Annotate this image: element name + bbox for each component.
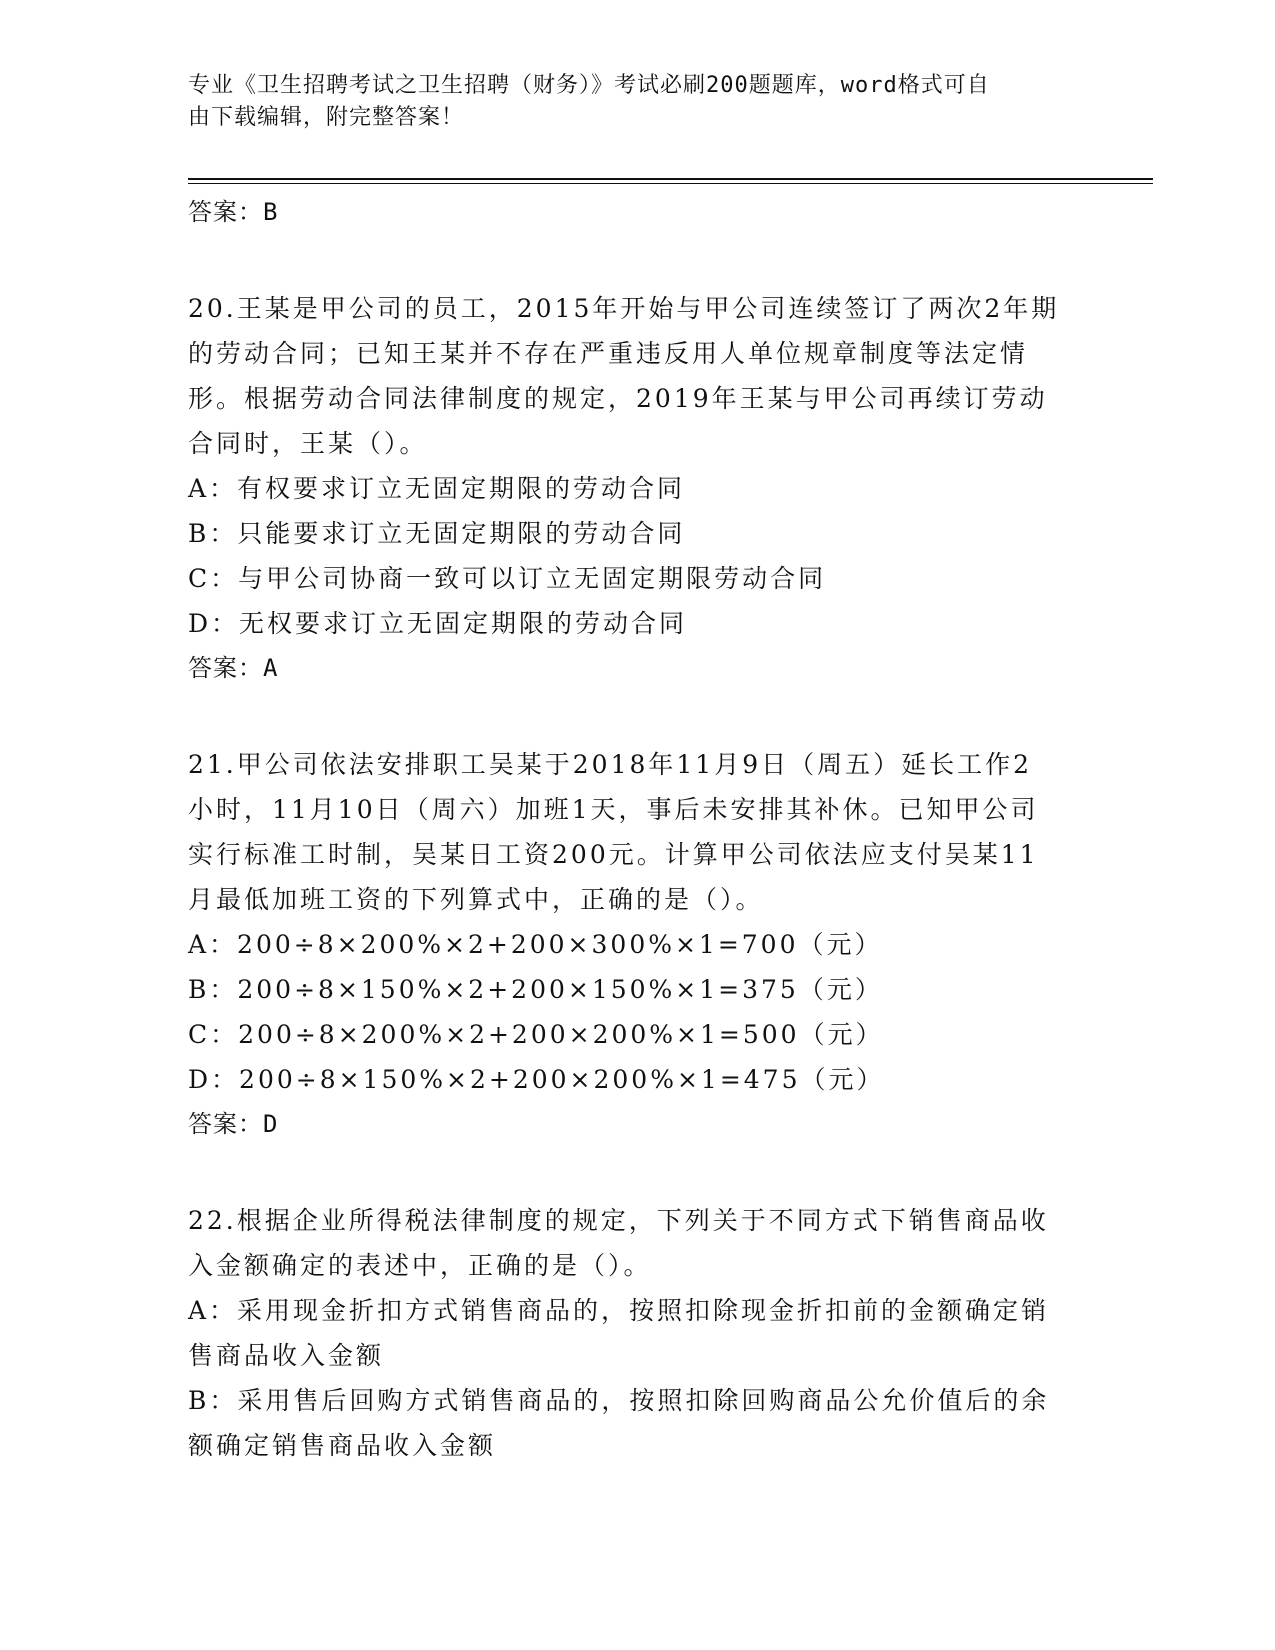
header-line: 专业《卫生招聘考试之卫生招聘（财务）》考试必刷200题题库，word格式可自 [188,73,990,98]
question-text: 实行标准工时制，吴某日工资200元。计算甲公司依法应支付吴某11 [188,840,1039,869]
question-text: 月最低加班工资的下列算式中，正确的是（）。 [188,885,764,914]
option-d: D：200÷8×150%×2+200×200%×1=475（元） [188,1065,885,1094]
option-d: D：无权要求订立无固定期限的劳动合同 [188,609,688,638]
option-b: B：200÷8×150%×2+200×150%×1=375（元） [188,975,883,1004]
header-line: 由下载编辑，附完整答案！ [188,105,465,130]
question-text: 小时，11月10日（周六）加班1天，事后未安排其补休。已知甲公司 [188,795,1039,824]
option-a: A：采用现金折扣方式销售商品的，按照扣除现金折扣前的金额确定销 [188,1296,1050,1325]
question-text: 22.根据企业所得税法律制度的规定，下列关于不同方式下销售商品收 [188,1206,1049,1235]
question-text: 合同时，王某（）。 [188,429,428,458]
question-text: 21.甲公司依法安排职工吴某于2018年11月9日（周五）延长工作2 [188,750,1033,779]
option-a: A：200÷8×200%×2+200×300%×1=700（元） [188,930,883,959]
question-22 [188,1198,1088,1468]
answer-line: 答案：A [188,654,279,682]
header-divider [188,178,1153,180]
answer-line: 答案：D [188,1110,279,1138]
page-header [188,70,1068,134]
question-21 [188,742,1088,1146]
header-divider [188,183,1153,184]
question-text: 20.王某是甲公司的员工，2015年开始与甲公司连续签订了两次2年期 [188,294,1060,323]
option-a-continued: 售商品收入金额 [188,1341,385,1370]
option-b: B：只能要求订立无固定期限的劳动合同 [188,519,686,548]
option-b-continued: 额确定销售商品收入金额 [188,1431,497,1460]
question-20 [188,286,1088,690]
question-text: 的劳动合同；已知王某并不存在严重违反用人单位规章制度等法定情 [188,339,1029,368]
question-text: 入金额确定的表述中，正确的是（）。 [188,1251,652,1280]
option-c: C：200÷8×200%×2+200×200%×1=500（元） [188,1020,884,1049]
question-list [188,190,1088,1468]
answer-line: 答案：B [188,198,279,226]
question-text: 形。根据劳动合同法律制度的规定，2019年王某与甲公司再续订劳动 [188,384,1048,413]
option-b: B：采用售后回购方式销售商品的，按照扣除回购商品公允价值后的余 [188,1386,1050,1415]
option-a: A：有权要求订立无固定期限的劳动合同 [188,474,686,503]
option-c: C：与甲公司协商一致可以订立无固定期限劳动合同 [188,564,827,593]
